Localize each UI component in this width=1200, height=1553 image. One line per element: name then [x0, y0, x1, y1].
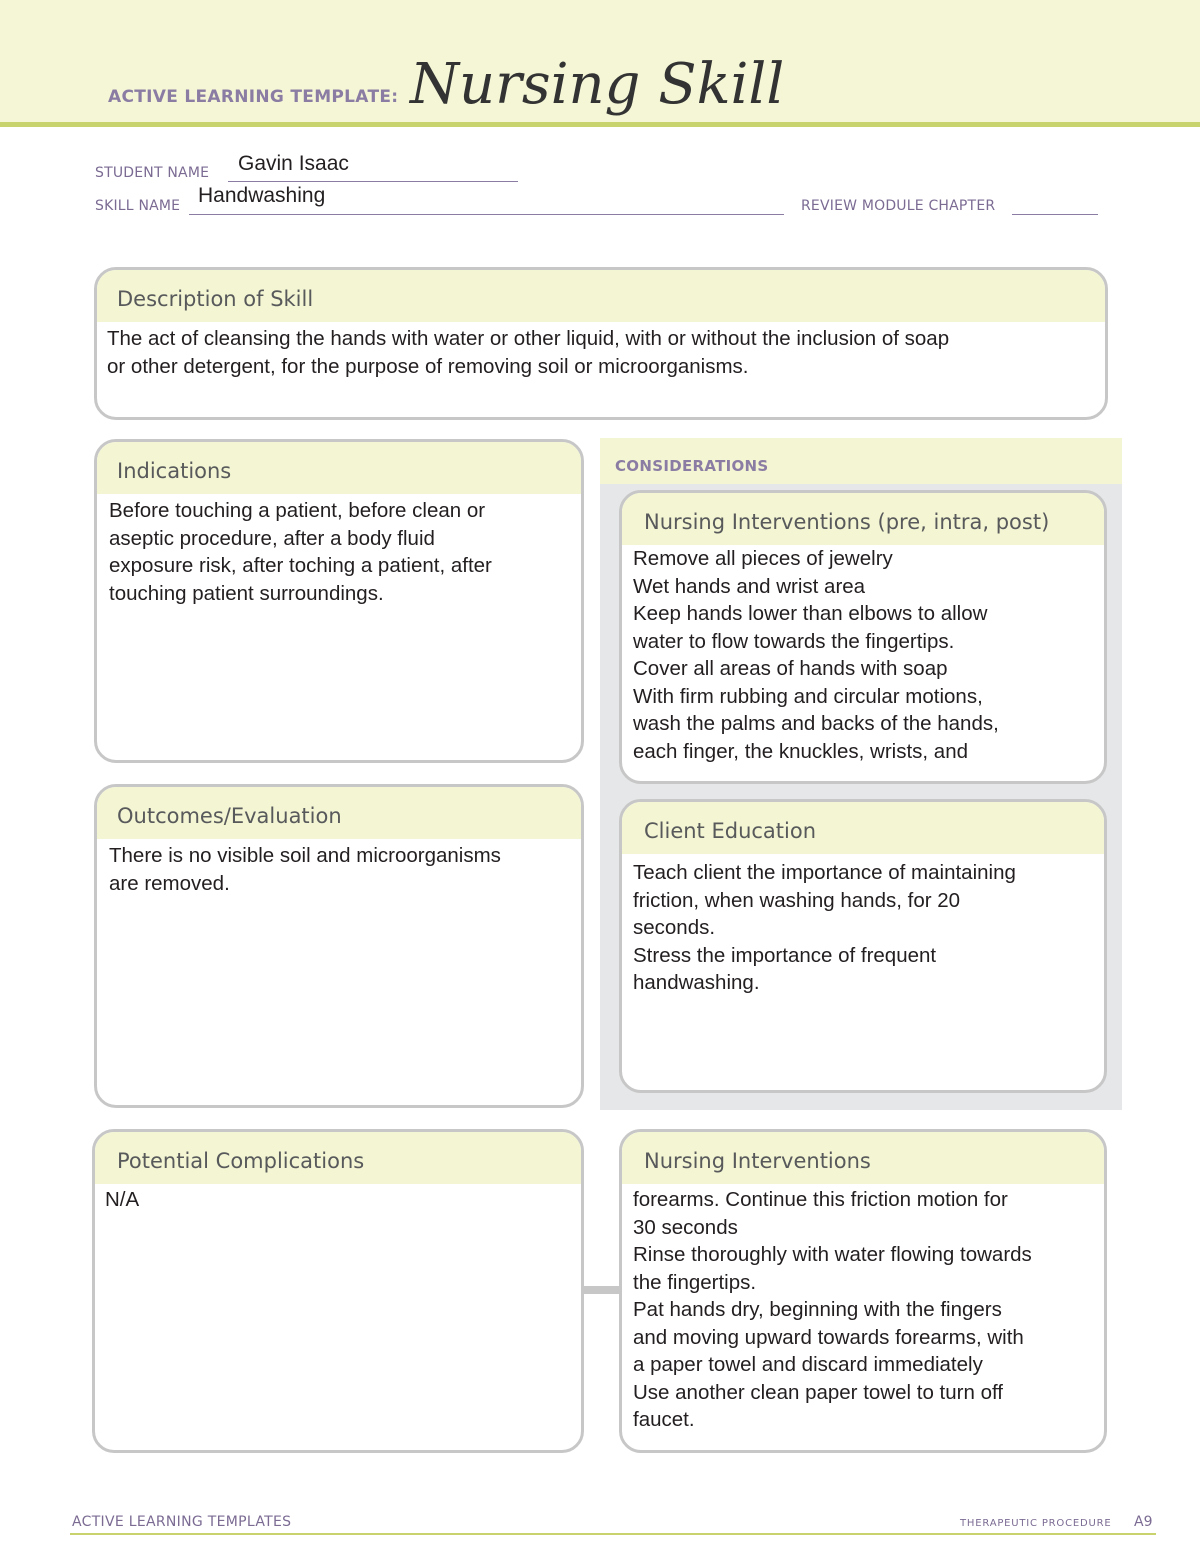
nursing-interventions-pre-line: wash the palms and backs of the hands, [633, 712, 999, 735]
review-module-line [1012, 197, 1098, 215]
nursing-interventions-pre-line: With firm rubbing and circular motions, [633, 684, 983, 708]
indications-line: touching patient surroundings. [109, 581, 384, 605]
description-box [94, 267, 1108, 420]
complications-heading: Potential Complications [95, 1132, 581, 1184]
nursing-interventions-line: Rinse thoroughly with water flowing towards [633, 1243, 1032, 1266]
client-education-line: handwashing. [633, 971, 760, 994]
skill-name-field[interactable]: Handwashing [198, 184, 326, 207]
client-education-box [619, 799, 1107, 1093]
nursing-interventions-pre-line: Wet hands and wrist area [633, 574, 866, 598]
template-label: ACTIVE LEARNING TEMPLATE: [108, 87, 399, 107]
student-name-field[interactable]: Gavin Isaac [238, 152, 349, 175]
student-name-label: STUDENT NAME [95, 165, 210, 181]
considerations-label: CONSIDERATIONS [615, 457, 769, 475]
client-education-line: Stress the importance of frequent [633, 943, 937, 967]
outcomes-text[interactable] [97, 839, 581, 897]
nursing-interventions-box [619, 1129, 1107, 1453]
indications-line: Before touching a patient, before clean or [109, 499, 486, 522]
nursing-interventions-pre-line: Remove all pieces of jewelry [633, 547, 893, 570]
client-education-line: friction, when washing hands, for 20 [633, 888, 961, 912]
skill-name-label: SKILL NAME [95, 198, 181, 214]
nursing-interventions-line: a paper towel and discard immediately [633, 1353, 983, 1376]
nursing-interventions-line: Pat hands dry, beginning with the fingers [633, 1298, 1002, 1321]
nursing-interventions-line: 30 seconds [633, 1215, 738, 1239]
outcomes-line: There is no visible soil and microorganisms [109, 844, 501, 867]
indications-text[interactable] [97, 494, 581, 607]
outcomes-box [94, 784, 584, 1108]
nursing-interventions-text[interactable] [622, 1184, 1104, 1434]
complications-box [92, 1129, 584, 1453]
nursing-interventions-pre-heading: Nursing Interventions (pre, intra, post) [622, 493, 1104, 545]
client-education-heading: Client Education [622, 802, 1104, 854]
nursing-interventions-heading: Nursing Interventions [622, 1132, 1104, 1184]
nursing-interventions-line: and moving upward towards forearms, with [633, 1325, 1024, 1349]
client-education-line: Teach client the importance of maintaining [633, 861, 1016, 884]
nursing-interventions-line: the fingertips. [633, 1270, 757, 1294]
client-education-line: seconds. [633, 916, 716, 939]
indications-box [94, 439, 584, 763]
complications-line: N/A [105, 1188, 140, 1211]
complications-text[interactable] [95, 1184, 581, 1214]
description-text[interactable] [97, 322, 1105, 380]
nursing-interventions-line: Use another clean paper towel to turn off [633, 1380, 1003, 1404]
connector-bar [582, 1286, 622, 1294]
nursing-interventions-pre-text[interactable] [622, 545, 1104, 765]
review-module-label: REVIEW MODULE CHAPTER [801, 198, 996, 214]
nursing-interventions-line: forearms. Continue this friction motion for [633, 1188, 1008, 1211]
description-line: The act of cleansing the hands with water or other liquid, with or without the inclusion of soap [107, 327, 950, 350]
nursing-interventions-pre-line: water to flow towards the fingertips. [633, 629, 955, 653]
indications-line: aseptic procedure, after a body fluid [109, 526, 435, 550]
nursing-interventions-pre-line: Cover all areas of hands with soap [633, 657, 948, 680]
page-number: A9 [1134, 1514, 1153, 1530]
client-education-text[interactable] [622, 854, 1104, 997]
nursing-interventions-line: faucet. [633, 1408, 695, 1431]
description-line: or other detergent, for the purpose of removing soil or microorganisms. [107, 354, 749, 378]
footer-left-label: ACTIVE LEARNING TEMPLATES [72, 1514, 292, 1530]
footer-right-label: THERAPEUTIC PROCEDURE [960, 1518, 1112, 1529]
outcomes-line: are removed. [109, 871, 230, 895]
header-divider [0, 122, 1200, 127]
nursing-interventions-pre-line: Keep hands lower than elbows to allow [633, 602, 988, 625]
page-title: Nursing Skill [410, 52, 785, 117]
nursing-interventions-pre-box [619, 490, 1107, 784]
description-heading: Description of Skill [97, 270, 1105, 322]
indications-line: exposure risk, after toching a patient, after [109, 554, 492, 577]
outcomes-heading: Outcomes/Evaluation [97, 787, 581, 839]
footer-divider [70, 1533, 1156, 1535]
indications-heading: Indications [97, 442, 581, 494]
nursing-interventions-pre-line: each finger, the knuckles, wrists, and [633, 739, 969, 763]
